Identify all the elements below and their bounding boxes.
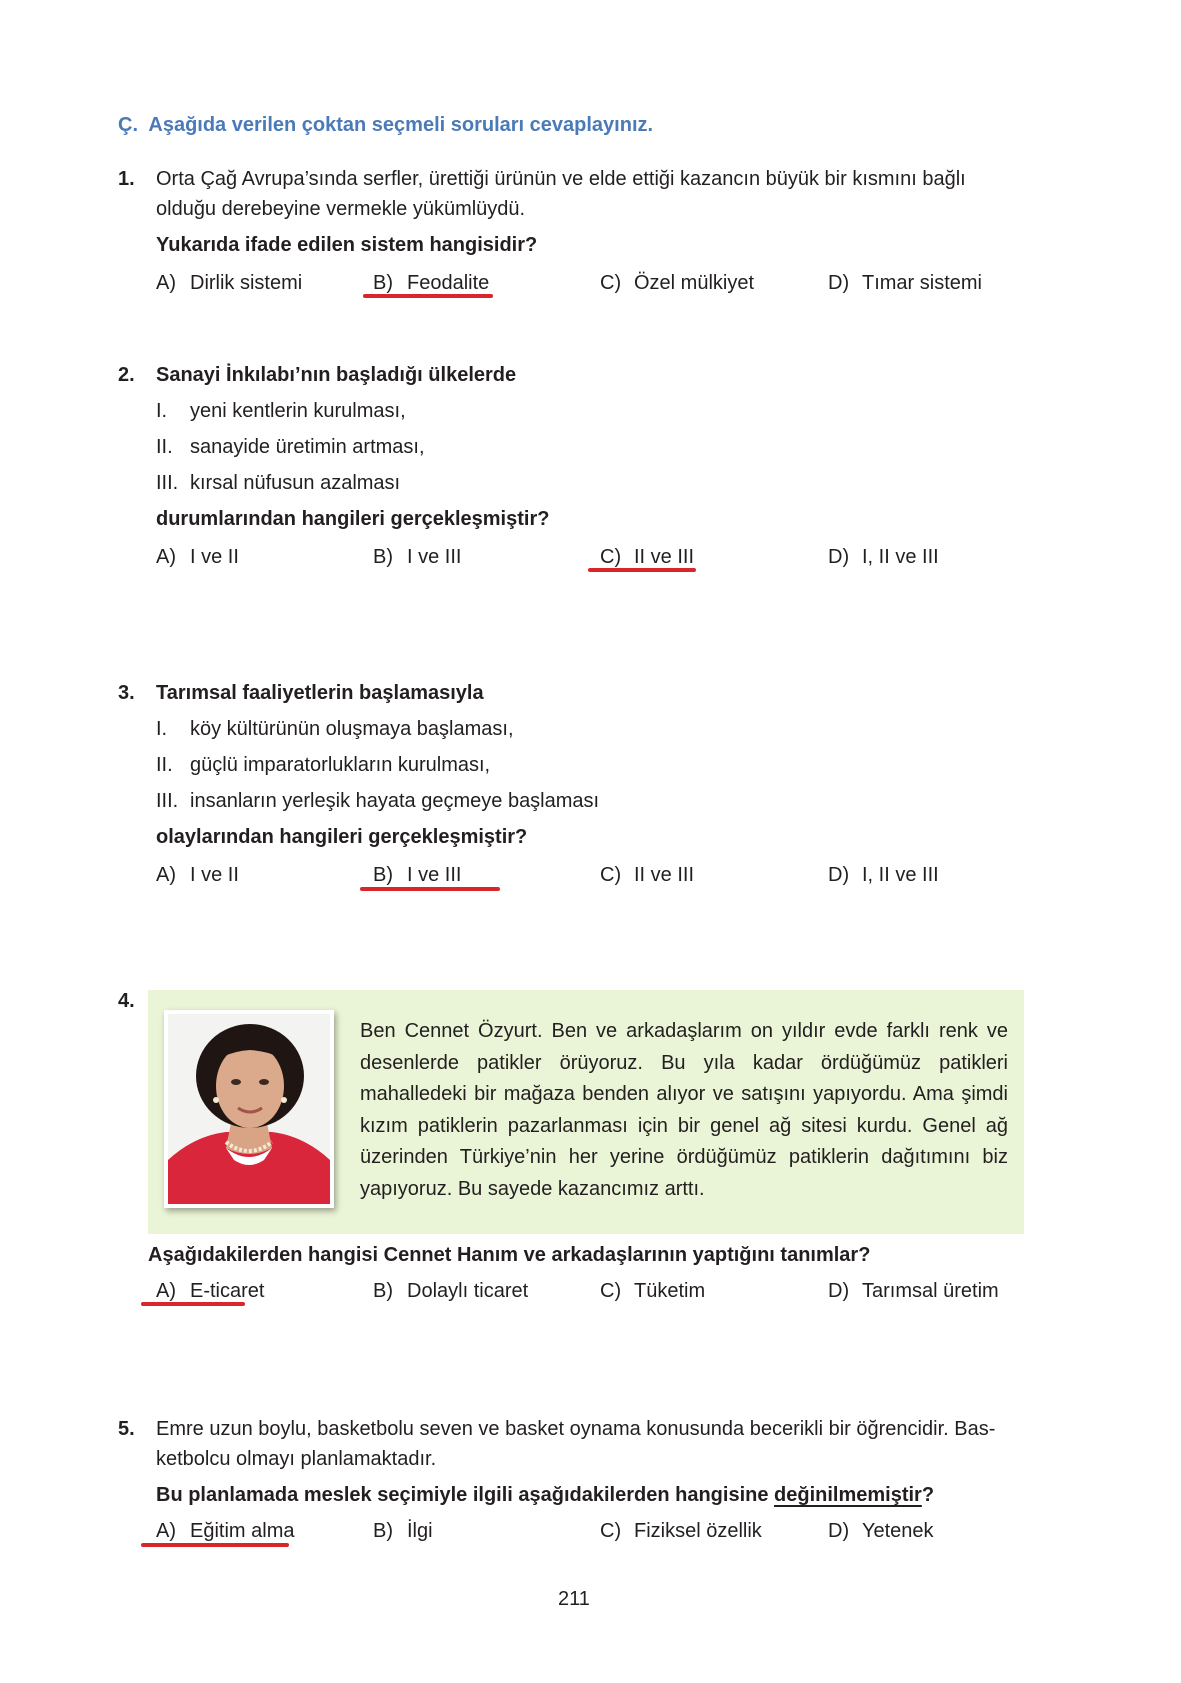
item-text: kırsal nüfusun azalması <box>190 472 401 494</box>
q3-option-a[interactable] <box>156 864 239 887</box>
option-letter: D) <box>828 546 850 568</box>
option-letter: A) <box>156 272 176 294</box>
q4-question: Aşağıdakilerden hangisi Cennet Hanım ve arkadaşlarının yaptığını tanımlar? <box>148 1244 871 1266</box>
option-text: Dolaylı ticaret <box>407 1280 529 1302</box>
option-text: II ve III <box>634 546 695 568</box>
option-letter: C) <box>600 1280 622 1302</box>
option-text: Fiziksel özellik <box>634 1520 762 1542</box>
q1-number: 1. <box>118 168 135 190</box>
q4-answer-mark <box>141 1302 245 1306</box>
option-letter: B) <box>373 1520 393 1542</box>
section-heading <box>118 114 653 137</box>
option-letter: C) <box>600 864 622 886</box>
q1-question: Yukarıda ifade edilen sistem hangisidir? <box>156 234 538 256</box>
roman-numeral: III. <box>156 472 179 494</box>
q3-option-c[interactable] <box>600 864 694 887</box>
option-text: II ve III <box>634 864 695 886</box>
option-letter: A) <box>156 1280 176 1302</box>
q3-question: olaylarından hangileri gerçekleşmiştir? <box>156 826 528 848</box>
option-text: I ve II <box>190 864 239 886</box>
q2-option-b[interactable] <box>373 546 461 569</box>
q5-question-emphasis: değinilmemiştir <box>774 1484 922 1506</box>
q2-number: 2. <box>118 364 135 386</box>
roman-numeral: I. <box>156 718 168 740</box>
option-letter: A) <box>156 864 176 886</box>
q1-answer-mark <box>363 294 493 298</box>
roman-numeral: II. <box>156 436 173 458</box>
option-letter: B) <box>373 864 393 886</box>
option-text: Tüketim <box>634 1280 706 1302</box>
q4-quote-text: Ben Cennet Özyurt. Ben ve arkadaşlarım on yıldır evde farklı renk ve desenlerde patikler örüyoruz. Bu yıla kadar ördüğümüz patikleri mahalledeki bir mağaza benden alıyor ve satışını yapıyordu. Ama şimdi kızım patiklerin pazarlanması için bir genel ağ sitesi kurdu. Genel ağ üzerinden Türkiye’nin her yerine ördüğümüz patiklerin dağıtımını biz yapıyoruz. Bu sayede kazancımız arttı. <box>360 1020 1008 1200</box>
portrait-photo <box>164 1010 334 1208</box>
q4-option-a[interactable] <box>156 1280 264 1303</box>
q5-option-a[interactable] <box>156 1520 294 1543</box>
option-text: I ve III <box>407 546 462 568</box>
option-letter: C) <box>600 546 622 568</box>
q3-answer-mark <box>360 887 500 891</box>
option-text: Özel mülkiyet <box>634 272 755 294</box>
q2-stem: Sanayi İnkılabı’nın başladığı ülkelerde <box>156 364 517 386</box>
q2-option-c[interactable] <box>600 546 694 569</box>
q2-item-3 <box>156 472 400 495</box>
option-text: Feodalite <box>407 272 490 294</box>
q4-option-b[interactable] <box>373 1280 528 1303</box>
option-letter: D) <box>828 1280 850 1302</box>
option-text: I ve III <box>407 864 462 886</box>
q5-option-c[interactable] <box>600 1520 762 1543</box>
q5-option-d[interactable] <box>828 1520 934 1543</box>
option-text: Tımar sistemi <box>862 272 982 294</box>
q3-number: 3. <box>118 682 135 704</box>
option-letter: A) <box>156 546 176 568</box>
q1-option-b[interactable] <box>373 272 489 295</box>
roman-numeral: III. <box>156 790 179 812</box>
section-title: Aşağıda verilen çoktan seçmeli soruları cevaplayınız. <box>148 114 654 136</box>
section-label: Ç. <box>118 114 138 136</box>
q5-text-line1: Emre uzun boylu, basketbolu seven ve basket oynama konusunda becerikli bir öğrencidir. Bas- <box>156 1418 996 1440</box>
option-letter: D) <box>828 1520 850 1542</box>
option-text: I, II ve III <box>862 546 939 568</box>
item-text: güçlü imparatorlukların kurulması, <box>190 754 491 776</box>
q5-question-start: Bu planlamada meslek seçimiyle ilgili aşağıdakilerden hangisine <box>156 1484 775 1506</box>
q3-item-3 <box>156 790 599 813</box>
item-text: insanların yerleşik hayata geçmeye başlaması <box>190 790 600 812</box>
q1-text-line1: Orta Çağ Avrupa’sında serfler, ürettiği ürünün ve elde ettiği kazancın büyük bir kısmını bağlı <box>156 168 966 190</box>
roman-numeral: II. <box>156 754 173 776</box>
item-text: yeni kentlerin kurulması, <box>190 400 406 422</box>
option-letter: D) <box>828 272 850 294</box>
q1-option-c[interactable] <box>600 272 754 295</box>
option-text: Dirlik sistemi <box>190 272 303 294</box>
roman-numeral: I. <box>156 400 168 422</box>
q1-option-a[interactable] <box>156 272 302 295</box>
q4-number: 4. <box>118 990 135 1012</box>
option-letter: A) <box>156 1520 176 1542</box>
q5-answer-mark <box>141 1543 289 1547</box>
page-number: 211 <box>558 1588 590 1610</box>
q3-item-1 <box>156 718 514 741</box>
q3-option-d[interactable] <box>828 864 939 887</box>
q5-option-b[interactable] <box>373 1520 433 1543</box>
option-letter: B) <box>373 546 393 568</box>
option-letter: B) <box>373 272 393 294</box>
option-letter: C) <box>600 1520 622 1542</box>
q1-text-line2: olduğu derebeyine vermekle yükümlüydü. <box>156 198 526 220</box>
q2-question: durumlarından hangileri gerçekleşmiştir? <box>156 508 550 530</box>
q2-answer-mark <box>588 568 696 572</box>
q2-option-a[interactable] <box>156 546 239 569</box>
q2-item-2 <box>156 436 425 459</box>
item-text: köy kültürünün oluşmaya başlaması, <box>190 718 514 740</box>
option-letter: C) <box>600 272 622 294</box>
option-letter: B) <box>373 1280 393 1302</box>
option-text: I ve II <box>190 546 239 568</box>
q5-question-end: ? <box>921 1484 935 1506</box>
q2-option-d[interactable] <box>828 546 939 569</box>
q4-quote-card <box>148 990 1024 1234</box>
option-text: Eğitim alma <box>190 1520 295 1542</box>
item-text: sanayide üretimin artması, <box>190 436 425 458</box>
woman-portrait-illustration <box>164 1010 334 1208</box>
option-text: E-ticaret <box>190 1280 265 1302</box>
q5-text-line2: ketbolcu olmayı planlamaktadır. <box>156 1448 437 1470</box>
option-text: Yetenek <box>862 1520 934 1542</box>
option-text: İlgi <box>407 1520 433 1542</box>
q1-option-d[interactable] <box>828 272 982 295</box>
option-text: Tarımsal üretim <box>862 1280 999 1302</box>
q3-option-b[interactable] <box>373 864 461 887</box>
q3-stem: Tarımsal faaliyetlerin başlamasıyla <box>156 682 484 704</box>
q4-option-d[interactable] <box>828 1280 999 1303</box>
q4-option-c[interactable] <box>600 1280 705 1303</box>
q2-item-1 <box>156 400 406 423</box>
q5-question <box>156 1484 934 1507</box>
q3-item-2 <box>156 754 490 777</box>
q5-number: 5. <box>118 1418 135 1440</box>
option-text: I, II ve III <box>862 864 939 886</box>
option-letter: D) <box>828 864 850 886</box>
